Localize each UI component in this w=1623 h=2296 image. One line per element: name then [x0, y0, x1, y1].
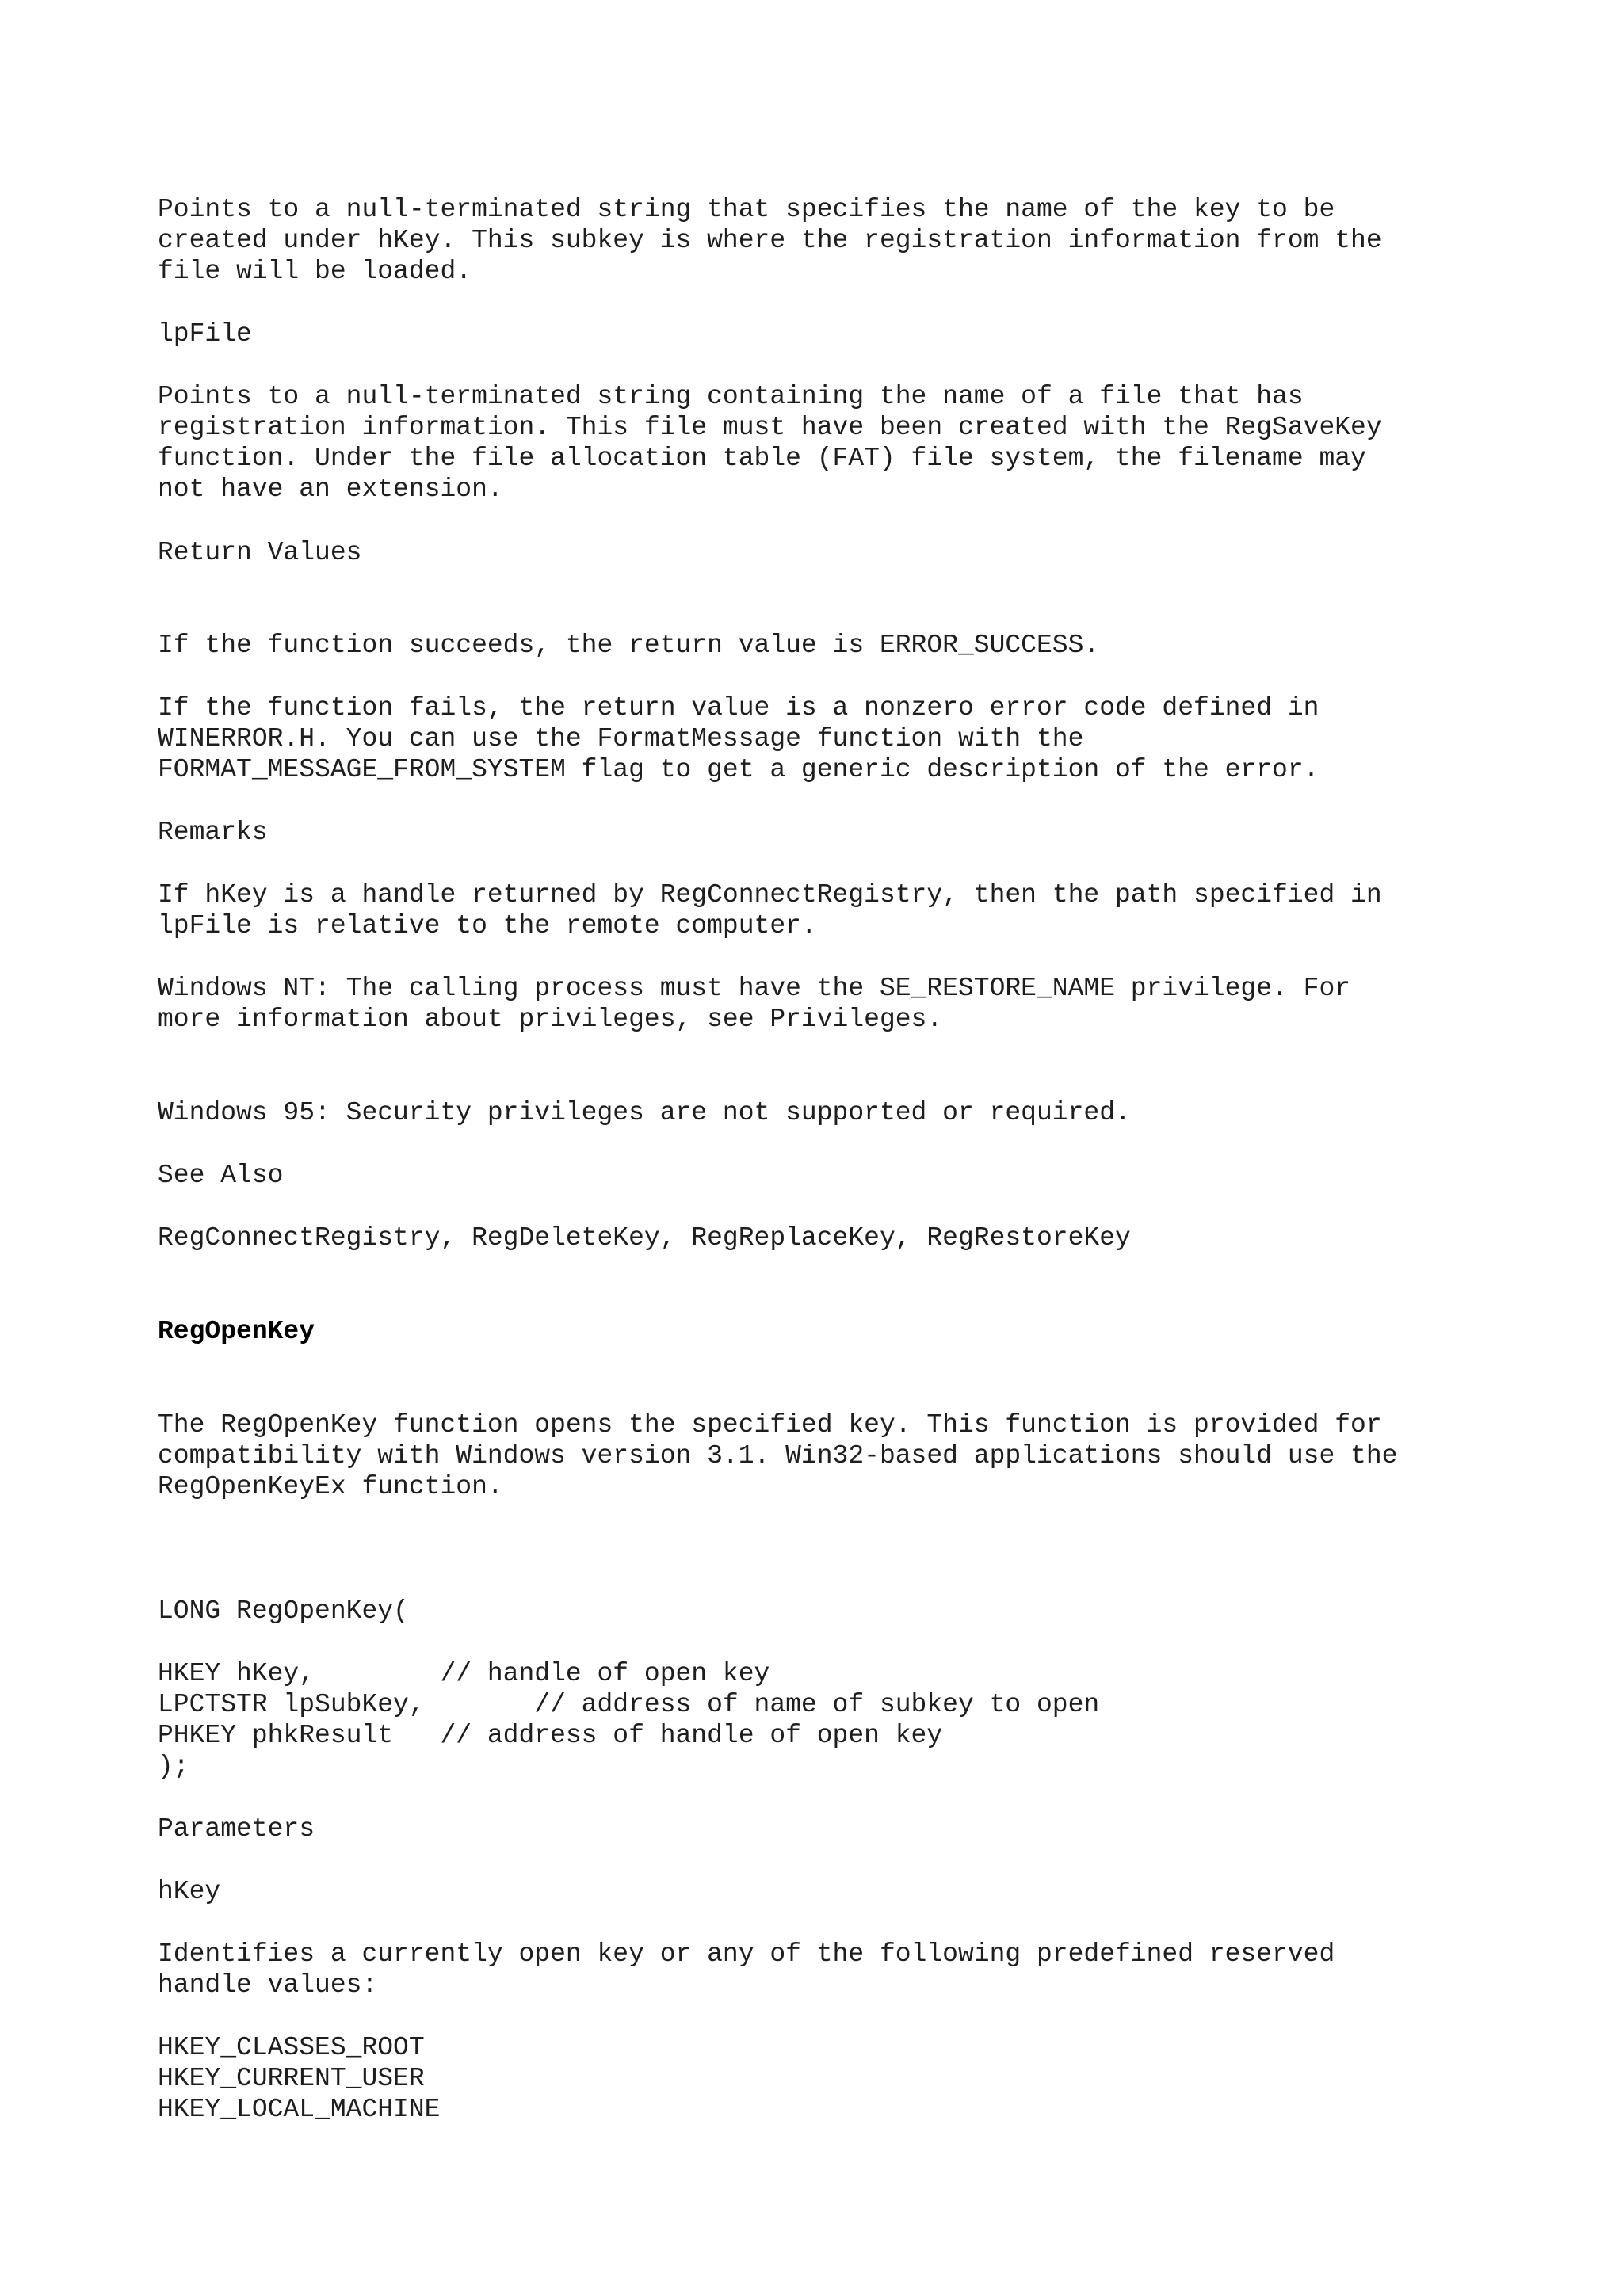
- text-line: FORMAT_MESSAGE_FROM_SYSTEM flag to get a generic description of the error.: [158, 755, 1319, 784]
- param-label-lpfile: lpFile: [158, 319, 252, 349]
- windows-95-note: Windows 95: Security privileges are not supported or required.: [158, 1098, 1131, 1127]
- text-line: file will be loaded.: [158, 257, 472, 286]
- text-line: compatibility with Windows version 3.1. Win32-based applications should use the: [158, 1441, 1398, 1470]
- remarks-heading: Remarks: [158, 818, 268, 847]
- code-line: LONG RegOpenKey(: [158, 1596, 409, 1626]
- code-line: LPCTSTR lpSubKey, // address of name of subkey to open: [158, 1690, 1100, 1719]
- function-title: RegOpenKey: [158, 1317, 315, 1346]
- see-also-heading: See Also: [158, 1161, 284, 1190]
- text-line: The RegOpenKey function opens the specified key. This function is provided for: [158, 1410, 1382, 1440]
- code-line: PHKEY phkResult // address of handle of open key: [158, 1721, 943, 1750]
- text-line: Points to a null-terminated string that specifies the name of the key to be: [158, 195, 1335, 224]
- text-line: more information about privileges, see Privileges.: [158, 1005, 943, 1034]
- text-line: handle values:: [158, 1970, 378, 2000]
- text-line: If hKey is a handle returned by RegConnectRegistry, then the path specified in: [158, 880, 1382, 910]
- see-also-list: RegConnectRegistry, RegDeleteKey, RegReplaceKey, RegRestoreKey: [158, 1223, 1131, 1253]
- text-line: Points to a null-terminated string containing the name of a file that has: [158, 382, 1304, 411]
- list-item: HKEY_CURRENT_USER: [158, 2064, 425, 2093]
- text-line: not have an extension.: [158, 475, 503, 504]
- text-line: created under hKey. This subkey is where the registration information from the: [158, 226, 1382, 255]
- success-text: If the function succeeds, the return value is ERROR_SUCCESS.: [158, 631, 1100, 660]
- list-item: HKEY_LOCAL_MACHINE: [158, 2095, 441, 2124]
- parameters-heading: Parameters: [158, 1814, 315, 1844]
- list-item: HKEY_CLASSES_ROOT: [158, 2033, 425, 2062]
- param-label-hkey: hKey: [158, 1877, 221, 1906]
- return-values-heading: Return Values: [158, 538, 362, 567]
- code-line: );: [158, 1752, 189, 1781]
- text-line: Identifies a currently open key or any of the following predefined reserved: [158, 1939, 1335, 1969]
- code-line: HKEY hKey, // handle of open key: [158, 1659, 770, 1688]
- text-line: RegOpenKeyEx function.: [158, 1472, 503, 1501]
- text-line: WINERROR.H. You can use the FormatMessage function with the: [158, 724, 1084, 753]
- text-line: If the function fails, the return value is a nonzero error code defined in: [158, 693, 1319, 723]
- text-line: function. Under the file allocation table (FAT) file system, the filename may: [158, 444, 1366, 473]
- text-line: lpFile is relative to the remote computer.: [158, 911, 817, 940]
- text-line: registration information. This file must have been created with the RegSaveKey: [158, 413, 1382, 442]
- text-line: Windows NT: The calling process must have the SE_RESTORE_NAME privilege. For: [158, 974, 1351, 1003]
